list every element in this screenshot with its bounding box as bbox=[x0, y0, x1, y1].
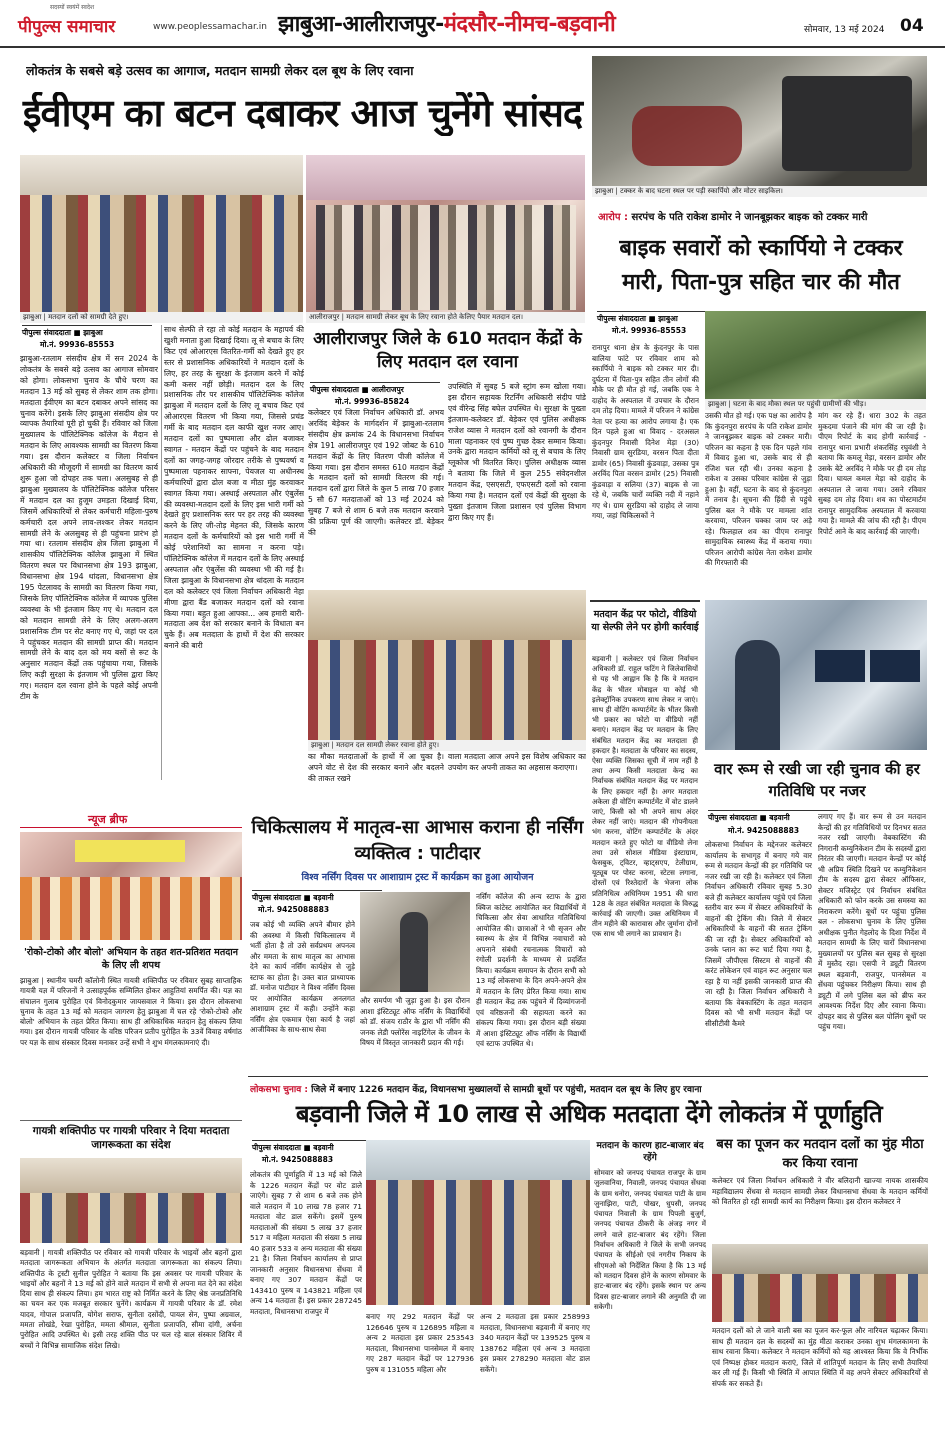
barwani-headline: बड़वानी जिले में 10 लाख से अधिक मतदाता देंगे लोकतंत्र में पूर्णाहुति bbox=[295, 1100, 883, 1128]
nursing-byline: पीपुल्स संवाददाता ■ बड़वानी bbox=[252, 890, 382, 903]
photo-monitor-2 bbox=[870, 650, 920, 682]
war-room-mobile: मो.नं. 9425088883 bbox=[728, 826, 800, 835]
photo-vehicle bbox=[782, 76, 912, 171]
lead-photo1-caption: झाबुआ | मतदान दलों को सामग्री देते हुए। bbox=[20, 312, 303, 323]
page-number: 04 bbox=[900, 16, 924, 36]
barwani-mobile: मो.नं. 9425088883 bbox=[262, 1155, 334, 1164]
photo-canopy bbox=[308, 590, 586, 640]
logo-text: पीपुल्स समाचार bbox=[18, 17, 116, 37]
photo-action-box bbox=[590, 600, 700, 1070]
barwani-byline: पीपुल्स संवाददाता ■ बड़वानी bbox=[252, 1140, 372, 1153]
accident-column-1: रानापुर थाना क्षेत्र के कुंदनपुर के पास बालिया फांटे पर रविवार शाम को स्कार्पियो ने बाइक को टक्कर मार दी। दुर्घटना में पिता-पुत्र सहित तीन लोगों की मौके पर ही मौत हो गई, जबकि एक ने दाहोद के अस्पताल में उपचार के दौरान दम तोड़ दिया। मामले में परिजन ने कांग्रेस नेता पर हत्या का आरोप लगाया है। एक दिन पहले हुआ था विवाद - दरअसल कुंदनपुर निवासी दिनेश मेड़ा (30) निवासी ग्राम सुरडिया, वरसन पिता दीता डामोर (65) निवासी कुंडवाड़ा, उसका पुत्र अरविंद पिता वरसन डामोर (25) निवासी कुंडवाड़ा व सलिया (37) बाइक से जा रहे थे, जबकि चारों व्यक्ति नदी में नहाने गए थे। ग्राम सुरडिया को दाहोद ले जाया गया, जहां चिकित्सकों ने bbox=[592, 343, 699, 520]
accident-photo-wreck bbox=[592, 56, 927, 191]
barwani-column-3: अन्य 2 मतदाता इस प्रकार 258993 मतदाता, विधानसभा बड़वानी में बनाए गए 340 मतदान केंद्रों पर 139525 पुरुष व 138762 महिला एवं अन्य 3 मतदाता इस प्रकार 278290 मतदाता वोट डाल सकेंगे। bbox=[480, 1312, 590, 1374]
lead-mobile: मो.नं. 99936-85553 bbox=[40, 340, 115, 349]
accident-byline: पीपुल्स संवाददाता ■ झाबुआ bbox=[597, 311, 727, 324]
news-brief-text: न्यूज ब्रीफ bbox=[88, 813, 128, 826]
alirajpur-headline: आलीराजपुर जिले के 610 मतदान केंद्रों के लिए मतदान दल रवाना bbox=[313, 329, 582, 372]
war-room-photo bbox=[705, 600, 927, 750]
war-room-column-2: लगाए गए हैं। वार रूम से उन मतदान केन्द्रों की हर गतिविधियों पर दिनभर सतत नजर रखी जाएगी। वेबकास्टिंग की निगरानी कम्युनिकेशन टीम के सदस्यों द्वारा निरंतर की जाएगी। मतदान केन्द्रों पर कोई भी अप्रिय स्थिति दिखने पर कम्युनिकेशन टीम के सदस्य द्वारा सेक्टर ऑफिसर, सेक्टर मजिस्ट्रेट एवं निर्वाचन संबंधित अधिकारी को फोन करके उस समस्या का निराकरण करेंगे। बूथों पर पहुंचा पुलिस बल - लोकसभा चुनाव के लिए पुलिस अधीक्षक पुनीत गेहलोद के दिशा निर्देश में मतदान सामग्री के लिए चारों विधानसभा मुख्यालयों पर पुलिस बल सुबह से सुरक्षा में मुस्तैद रहा। एसपी ने ड्यूटी वितरण स्थल बड़वानी, राजपुर, पानसेमल व सेंधवा पहुंचकर निरीक्षण किया। साथ ही ड्यूटी में लगे पुलिस बल को ब्रीफ कर आवश्यक निर्देश दिए और रवाना किया। दोपहर बाद से पुलिस बल पोलिंग बूथों पर पहुंच गया। bbox=[818, 812, 926, 1031]
nursing-column-2: और समर्पण भी जुड़ा हुआ है। इस दौरान आशा इंस्टिट्यूट ऑफ नर्सिंग के विद्यार्थियों को डॉ. संजय राठौर के द्वारा भी नर्सिंग की जनक लेडी फ्लोरेंस नाइटिंगेल के जीवन के विषय में विस्तृत जानकारी प्रदान की गई। bbox=[360, 996, 470, 1047]
accident-headline: बाइक सवारों को स्कार्पियो ने टक्कर मारी, पिता-पुत्र सहित चार की मौत bbox=[619, 236, 903, 295]
alirajpur-column-1: कलेक्टर एवं जिला निर्वाचन अधिकारी डॉ. अभय अरविंद बेड़ेकर के मार्गदर्शन में झाबुआ-रतलाम संसदीय क्षेत्र क्रमांक 24 के विधानसभा निर्वाचन क्षेत्र 191 आलीराजपुर एवं 192 जोबट के 610 मतदान केंद्रों के लिए वितरण पीजी कॉलेज में किया गया। इस दौरान समस्त 610 मतदान केंद्रों के मतदान दलों को सामग्री वितरण की गई। मतदान दलों द्वारा जिले के कुल 5 लाख 70 हजार 5 सौ 67 मतदाताओं को 13 मई 2024 को सुबह 7 बजे से शाम 6 बजे तक मतदान करवाने की प्रक्रिया पूर्ण की जाएगी। कलेक्टर डॉ. बेड़ेकर की bbox=[308, 408, 444, 537]
photo-bus bbox=[712, 1244, 928, 1274]
photo-action-body: बड़वानी | कलेक्टर एवं जिला निर्वाचन अधिकारी डॉ. राहुल फटिंग ने जिलेवासियों से यह भी आह्वान कि है कि वे मतदान केंद्र के भीतर मोबाइल या कोई भी इलेक्ट्रॉनिक उपकरण साथ लेकर न जाएं। साथ ही वोटिंग कम्पार्टमेंट के भीतर किसी भी प्रकार का फोटो या वीडियो नहीं बनाएं। मतदान केंद्र पर मतदान के लिए संबंधित मतदान केंद्र का मतदाता ही हकदार है। मतदाता के परिवार का सदस्य, ऐसा व्यक्ति जिसका सूची में नाम नहीं है तथा अन्य किसी मतदाता केन्द्र का निर्वाचक संबंधित मतदान केंद्र पर मतदान के लिए हकदार नहीं है। अगर मतदाता अकेला ही वोटिंग कम्पार्टमेंट में वोट डालने जाएं, किसी को भी अपने साथ अंदर लेकर नहीं जाएं। मतदान की गोपनीयता भंग करना, वोटिंग कम्पार्टमेंट के अंदर मतदान करते हुए फोटो या वीडियो लेना तथा उसे सोशल मीडिया इंस्टाग्राम, फेसबुक, ट्विटर, व्हाट्सएप, टेलीग्राम, यूट्यूब पर पोस्ट करना, स्टेटस लगाना, दोस्तों एवं रिश्तेदारों के भेजना लोक प्रतिनिधित्व अधिनियम 1951 की धारा 128 के तहत संबंधित मतदाता के विरुद्ध कार्रवाई की जाएगी। उक्त अधिनियम में तीन महीने की कारावास और जुर्माना दोनों एक साथ भी लगाने का प्रावधान है। bbox=[592, 654, 698, 939]
edition-title bbox=[278, 8, 615, 38]
accident-photo1-caption: झाबुआ | टक्कर के बाद घटना स्थल पर पड़ी स्कार्पियो और मोटर साइकिल। bbox=[592, 186, 927, 197]
photo-people-saffron bbox=[20, 877, 242, 940]
photo-people-row bbox=[316, 205, 576, 310]
masthead bbox=[0, 0, 945, 48]
photo-tent bbox=[306, 155, 585, 200]
accident-kicker-label: आरोप : bbox=[598, 212, 629, 223]
logo-tagline: सदस्यों स्वयंमें स्वदेश bbox=[50, 4, 95, 11]
news-brief-item1-body: झाबुआ | स्थानीय चमरी कॉलोनी स्थित गायत्री शक्तिपीठ पर रविवार सुबह साप्ताहिक गायत्री यज्ञ में परिजनों ने उत्साहपूर्वक सम्मिलित होकर आहुतियां समर्पित की। यज्ञ का संचालन गुलाब पुरोहित एवं विनोदकुमार जायसवाल ने किया। इस दौरान लोकसभा चुनाव के तहत 13 मई को मतदान जागरण हेतु झाबुआ में चल रहे 'रोको-टोको और बोलो' अभियान के तहत प्रेरित किया। साथ ही अधिकाधिक मतदान हेतु संकल्प लिया गया। इस दौरान गायत्री परिवार के वरिष्ठ परिजन प्रतीप पुरोहित के 33वें विवाह वर्षगांठ पर यज्ञ के साथ संस्कार दिवस मनाकर उन्हें सभी ने शुभ मंगलकामनाएं दी। bbox=[20, 976, 242, 1047]
market-headline: मतदान के कारण हाट-बाजार बंद रहेंगे bbox=[596, 1141, 704, 1163]
accident-photo2-caption: झाबुआ | घटना के बाद मौका स्थल पर पहुंची ग्रामीणों की भीड़। bbox=[705, 399, 926, 410]
photo-building bbox=[20, 1158, 242, 1193]
news-brief-photo2 bbox=[20, 1158, 242, 1243]
section-divider bbox=[248, 1076, 928, 1077]
edition-title-part1: झाबुआ-आलीराजपुर- bbox=[278, 12, 444, 37]
accident-kicker bbox=[598, 209, 928, 223]
edition-title-part2: मंदसौर-नीमच-बड़वानी bbox=[443, 12, 616, 37]
photo-sky bbox=[366, 1140, 590, 1180]
alirajpur-photo-caption: झाबुआ | मतदान दल सामग्री लेकर रवाना होते हुए। bbox=[308, 740, 586, 751]
barwani-column-1: लोकतंत्र की पूर्णाहुति में 13 मई को जिले के 1226 मतदान केंद्रों पर वोट डाले जाएंगे। सुबह 7 से शाम 6 बजे तक होने वाले मतदान में 10 लाख 78 हजार 71 मतदाता वोट डाल सकेंगे। इसमें पुरुष मतदाताओं की संख्या 5 लाख 37 हजार 517 व महिला मतदाता की संख्या 5 लाख 40 हजार 533 व अन्य मतदाता की संख्या 21 है। जिला निर्वाचन कार्यालय से प्राप्त जानकारी अनुसार विधानसभा सेंधवा में बनाए गए 307 मतदान केंद्रों पर 143410 पुरुष व 143821 महिला एवं अन्य 14 मतदाता हैं। इस प्रकार 287245 मतदाता, विधानसभा राजपुर में bbox=[250, 1170, 362, 1316]
website: www.peoplessamachar.in bbox=[153, 22, 267, 32]
news-brief-item1-headline: 'रोको-टोको और बोलो' अभियान के तहत शत-प्रतिशत मतदान के लिए ली शपथ bbox=[23, 947, 239, 971]
war-room-column-1: लोकसभा निर्वाचन के मद्देनजर कलेक्टर कार्यालय के सभागृह में बनाए गये वार रूम से मतदान केन्द्रों की हर गतिविधि पर नजर रखी जा रही है। कलेक्टर एवं जिला निर्वाचन अधिकारी रविवार सुबह 5.30 बजे ही कलेक्टर कार्यालय पहुंचे एवं जिला स्तरीय वार रूम में सेक्टर अधिकारियों के वाहनों की ट्रेकिंग की। जिले में सेक्टर अधिकारियों के वाहनों की सतत ट्रेकिंग की जा रही है। सेक्टर अधिकारियों को उनके प्लान का रूट चार्ट दिया गया है, जिसमें जीपीएस सिस्टम से वाहनों की करंट लोकेशन एवं वाहन रूट अनुसार चल रहा है या नहीं इसकी जानकारी प्राप्त की जा रही है। जिला निर्वाचन अधिकारी ने बताया कि वेबकास्टिंग के तहत मतदान दिवस को भी सभी मतदान केंद्रों पर सीसीटीवी कैमरे bbox=[705, 840, 812, 1028]
barwani-column-2: बनाए गए 292 मतदान केंद्रों पर 126646 पुरुष व 126895 महिला व अन्य 2 मतदाता इस प्रकार 253543 मतदाता, विधानसभा पानसेमल में बनाए गए 287 मतदान केंद्रों पर 127936 पुरुष व 131055 महिला और bbox=[366, 1312, 474, 1374]
war-room-headline: वार रूम से रखी जा रही चुनाव की हर गतिविधि पर नजर bbox=[714, 760, 920, 800]
news-brief-label bbox=[20, 812, 242, 828]
barwani-kicker bbox=[250, 1082, 928, 1095]
lead-kicker: लोकतंत्र के सबसे बड़े उत्सव का आगाज, मतदान सामग्री लेकर दल बूथ के लिए रवाना bbox=[26, 63, 414, 78]
news-brief-item2-headline: गायत्री शक्तिपीठ पर गायत्री परिवार ने दिया मतदाता जागरूकता का संदेश bbox=[32, 1125, 230, 1151]
lead-photo-jhabua bbox=[20, 155, 303, 320]
alirajpur-bottom-column-2: वाला मतदाता आज अपने इस विशेष अधिकार का उपयोग कर अपनी ताकत का अहसास कराएगा। bbox=[448, 752, 586, 772]
bus-body-1: कलेक्टर एवं जिला निर्वाचन अधिकारी ने वीर बलिदानी खाज्या नायक शासकीय महाविद्यालय सेंधवा से मतदान सामग्री लेकर विधानसभा सेंधवा के मतदान कर्मियों को वितरित हो रही सामग्री कार्य का निरीक्षण किया। इस दौरान कलेक्टर ने bbox=[712, 1176, 928, 1206]
news-brief-photo1 bbox=[20, 832, 242, 940]
alirajpur-bottom-column-1: का मौका मतदाताओं के हाथों में आ चुका है। अपने वोट से देश की सरकार बनाने और बदलने की ताकत रखने bbox=[308, 752, 444, 783]
barwani-photo bbox=[366, 1140, 590, 1305]
alirajpur-mobile: मो.नं. 99936-85824 bbox=[335, 397, 410, 406]
accident-kicker-text: सरपंच के पति राकेश डामोर ने जानबूझकर बाइक को टक्कर मारी bbox=[631, 212, 868, 223]
nursing-mobile: मो.नं. 9425088883 bbox=[258, 905, 330, 914]
nursing-headline: चिकित्सालय में मातृत्व-सा आभास कराना ही नर्सिंग व्यक्तित्व : पाटीदार bbox=[251, 817, 584, 864]
lead-photo2-caption: आलीराजपुर | मतदान सामग्री लेकर बूथ के लिए रवाना होते केलिए पैयार मतदान दल। bbox=[306, 312, 585, 323]
lead-byline: पीपुल्स संवाददाता ■ झाबुआ bbox=[22, 325, 152, 338]
bus-body-2: मतदान दलों को ले जाने वाली बस का पूजन कर-फूल और नारियल चढ़ाकर किया। साथ ही मतदान दल के सदस्यों का मुंह मीठा कराकर उनका शुभ मंगलकामना के साथ रवाना किया। कलेक्टर ने मतदान कर्मियों को यह आश्वस्त किया कि वे निर्भीक एवं निष्पक्ष होकर मतदान कराएं, जिले में शांतिपूर्ण मतदान के लिए सभी तैयारियां कर ली गई हैं। किसी भी स्थिति में आपात स्थिति में वह अपने सेक्टर अधिकारियों से संपर्क कर सकते हैं। bbox=[712, 1326, 928, 1388]
nursing-column-3: नर्सिंग कॉलेज की अन्य स्टाफ के द्वारा क्विज कांटेस्ट आयोजित कर विद्यार्थियों में चिकित्सा और सेवा आधारित गतिविधियां आयोजित की। छात्राओं ने भी सृजन और स्वास्थ्य के क्षेत्र में विभिन्न नवाचारों को अपनाने संबंधी रचनात्मक विचारों को रंगोली प्रदर्शनी के माध्यम से प्रदर्शित किया। कार्यक्रम समापन के दौरान सभी को 13 मई लोकसभा के दिन अपने-अपने क्षेत्र में मतदान के लिए प्रेरित किया गया। साथ ही मतदान केंद्र तक पहुंचने में दिव्यांगजनों एवं वरिष्ठजनों की सहायता करने का संकल्प किया गया। इस दौरान बड़ी संख्या में आशा इंस्टिट्यूट ऑफ नर्सिंग के विद्यार्थी एवं स्टाफ उपस्थित थे। bbox=[476, 892, 586, 1048]
lead-headline: ईवीएम का बटन दबाकर आज चुनेंगे सांसद bbox=[22, 92, 583, 135]
alirajpur-column-2: उपस्थिति में सुबह 5 बजे स्ट्रांग रूम खोला गया। इस दौरान सहायक रिटर्निंग अधिकारी संदीप पांडे एवं वीरेन्द्र सिंह बघेल उपस्थित थे। सुरक्षा के पुख्ता इंतजाम-कलेक्टर डॉ. बेड़ेकर एवं पुलिस अधीक्षक राजेश व्यास ने मतदान दलों को रवानगी के दौरान माला पहनाकर एवं पुष्प गुच्छ देकर सम्मान किया। उनके द्वारा मतदान कर्मियों को लू से बचाव के लिए ग्लूकोज भी वितरित किए। पुलिस अधीक्षक व्यास ने बताया कि जिले में कुल 255 संवेदनशील मतदान केंद्र, एसएसटी, एफएसटी दलों को रवाना किया गया है। मतदान दलों एवं केंद्रों की सुरक्षा के पुख्ता इंतजाम जिला प्रशासन एवं पुलिस विभाग द्वारा किए गए हैं। bbox=[448, 382, 586, 522]
war-room-byline: पीपुल्स संवाददाता ■ बड़वानी bbox=[708, 810, 838, 823]
barwani-kicker-text: जिले में बनाए 1226 मतदान केंद्र, विधानसभा मुख्यालयों से सामग्री बूथों पर पहुंची, मतदान दल बूथ के लिए हुए रवाना bbox=[311, 1085, 702, 1095]
market-body: सोमवार को जनपद पंचायत राजपुर के ग्राम जुलवानिया, निवाली, जनपद पंचायत सेंधवा के ग्राम धनोरा, जनपद पंचायत पाटी के ग्राम जुनाझिरा, पाटी, पोखर, धुपसी, जनपद पंचायत निवाली के ग्राम पिपली बुजुर्ग, जनपद पंचायत ठीकरी के अंजड़ नगर में लगने वाले हाट-बाजार बंद रहेंगे। जिला निर्वाचन अधिकारी ने जिले के सभी जनपद पंचायत के सीईओ एवं नगरीय निकाय के सीएमओ को निर्देशित किया है कि 13 मई को मतदान दिवस होने के कारण सोमवार के हाट-बाजार बंद रहेंगे। इसके स्थान पर अन्य दिवस हाट-बाजार लगाने की अनुमति दी जा सकेगी। bbox=[594, 1168, 706, 1311]
nursing-subhead: विश्व नर्सिंग दिवस पर आशाग्राम ट्रस्ट में कार्यक्रम का हुआ आयोजन bbox=[301, 872, 534, 883]
photo-bike bbox=[632, 106, 742, 166]
accident-column-3: मांग कर रहे हैं। धारा 302 के तहत मुकदमा पंजाने की मांग की जा रही है। पीएम रिपोर्ट के बाद होगी कार्रवाई - रानापुर थाना प्रभारी शंकरसिंह रघुवंशी ने बताया कि कमलू मेड़ा, वरसन डामोर और उसके बेटे अरविंद ने मौके पर ही दम तोड़ दिया। घायल कमल मेड़ा को दाहोद के अस्पताल ले जाया गया। उसने रविवार सुबह दम तोड़ दिया। शव का पोस्टमार्टम रानापुर सामुदायिक अस्पताल में करवाया गया है। मामले की जांच की रही है। पीएम रिपोर्ट आने के बाद कार्रवाई की जाएगी। bbox=[818, 411, 926, 536]
brief-divider bbox=[20, 1120, 242, 1121]
photo-speaker bbox=[400, 912, 428, 992]
barwani-kicker-label: लोकसभा चुनाव : bbox=[250, 1085, 308, 1095]
issue-date: सोमवार, 13 मई 2024 bbox=[804, 25, 885, 35]
accident-column-2: उसकी मौत हो गई। एक पक्ष का आरोप है कि कुंदनपुरा सरपंच के पति राकेश डामोर ने जानबूझकर बाइक को टक्कर मारी। परिजन का कहना है एक दिन पहले गांव में विवाद हुआ था, उसके बाद से ही रंजिश चल रही थी। उनका कहना है राकेश व उसका परिवार कांग्रेस से जुड़ा हुआ है। वहीं, घटना के बाद से कुंदनपुरा में तनाव है। सूचना की हिंदी से पहुंचे पुलिस बल ने मौके पर मामला शांत करवाया, परिजन चक्का जाम पर अड़े रहे। फिलहाल शव का पीएम रानापुर सामुदायिक स्वास्थ्य केंद्र में कराया गया। परिजन आरोपी कांग्रेस नेता राकेश डामोर की गिरफ्तारी की bbox=[705, 411, 812, 567]
nursing-photo bbox=[360, 892, 470, 992]
photo-banner bbox=[20, 155, 303, 195]
accident-photo-crowd bbox=[705, 311, 926, 407]
bus-photo bbox=[712, 1244, 928, 1322]
photo-banner-yellow bbox=[75, 840, 185, 862]
photo-person bbox=[735, 640, 780, 750]
lead-column-2: साथ सेल्फी ले रहा तो कोई मतदान के महापर्व की खुशी मनाता हुआ दिखाई दिया। लू से बचाव के लिए किट एवं ओआरएस वितरित-गर्मी को देखते हुए हर स्तर से प्रशासनिक अधिकारियों ने मतदान दलों के लिए, हर तरह के सुरक्षा के इंतजाम करने में कोई कमी कसर नहीं छोड़ी। मतदान दल के लिए प्रशासनिक तौर पर शासकीय पॉलिटेक्निक कॉलेज झाबुआ में मतदान दलों के लिए लू बचाव किट एवं ओआरएस वितरण भी किया गया, जिससे प्रचंड गर्मी के बाद मतदान दल काफी खुश नजर आए। मतदान दलों का पुष्पमाला और ढोल बजाकर स्वागत - मतदान केंद्रों पर पहुंचने के बाद मतदान दलों का जगह-जगह जोरदार तरीके से पुष्पवर्षा व पुष्पमाला पहनाकर साफ्ना, पेयजल या अधीनस्थ कर्मचारियों द्वारा ढोल बजा व मीठा मुंह करवाकर स्वागत किया गया। अस्थाई अस्पताल और एंबुलेंस की व्यवस्था-मतदान दलों के लिए इस भारी गर्मी को देखते हुए प्रशासनिक स्तर पर हर तरह की व्यवस्था करने के लिए जी-तोड़ मेहनत की, जिसके कारण मतदान दलों के कर्मचारियों को इस भारी गर्मी में कोई परेशानियों का सामना न करना पड़े। पॉलिटेक्निक कॉलेज में मतदान दलों के लिए अस्थाई अस्पताल और एंबुलेंस की व्यवस्था भी की गई है। जिला झाबुआ के विधानसभा क्षेत्र थांदला के मतदान दल को कलेक्टर एवं जिला निर्वाचन अधिकारी नेहा मीणा द्वारा बैंड बजाकर मतदान दलों को रवाना किया गया। बहुत हुआ आपका... अब हमारी बारी- मतदाता अब देश को सरकार बनाने के विधाता बन चुके हैं। अब मतदाता के हाथों में देश की सरकार बनाने की बारी bbox=[164, 325, 304, 651]
news-brief-item2-body: बड़वानी | गायत्री शक्तिपीठ पर रविवार को गायत्री परिवार के भाइयों और बहनों द्वारा मतदाता जागरूकता अभियान के अंतर्गत मतदाता जागरूकता का संकल्प लिया। शक्तिपीठ के ट्रस्टी सुनील पुरोहित ने बताया कि इस अवसर पर गायत्री परिवार के भाइयों और बहनों ने 13 मई को होने वाले मतदान में सभी से अपना मत देने का संदेश दिया साथ ही संकल्प लिया। हम भारत राष्ट्र को निर्मित करने के लिए श्रेष्ठ जनप्रतिनिधि का चयन कर एक मजबूत सरकार चुनेंगे। कार्यक्रम में गायत्री परिवार के डॉ. रमेश यादव, गोपाल प्रजापति, योगेश सराफ, सुनीता दसोंदी, पायल सेन, पुष्पा अग्रवाल, ममता लोखंडे, रेखा पुरोहित, ममता श्रीमाल, सुनीता प्रजापति, सीमा दांगी, अर्चना पुरोहित आदि उपस्थित थे। इसी तरह शक्ति पीठ पर चल रहे बाल संस्कार शिविर में बच्चों ने विभिन्न सामाजिक संदेश लिखे। bbox=[20, 1248, 242, 1350]
accident-mobile: मो.नं. 99936-85553 bbox=[612, 326, 687, 335]
photo-monitor-1 bbox=[815, 650, 865, 682]
column-divider bbox=[161, 325, 162, 780]
lead-column-1: झाबुआ-रतलाम संसदीय क्षेत्र में सन 2024 के लोकतंत्र के सबसे बड़े उत्सव का आगाज सोमवार को होगा। लोकसभा चुनाव के चौथे चरण का मतदान 13 मई को सुबह से लेकर शाम तक होगा। मतदाता ईवीएम का बटन दबाकर अपने सांसद का चुनाव करेंगे। इसके लिए झाबुआ संसदीय क्षेत्र पर व्यापक तैयारियां पूरी हो चुकी हैं। रविवार को जिला मुख्यालय के पॉलिटेक्निक कॉलेज के मैदान से मतदान के लिए आवश्यक सामग्री का वितरण किया गया। इस दौरान कलेक्टर व जिला निर्वाचन अधिकारी की मौजूदगी में सामग्री का वितरण कार्य शुरू हुआ जो दोपहर तक चला। अलसुबह से ही झाबुआ मुख्यालय के पॉलिटेक्निक कॉलेज परिसर में मतदान दल का हुजूम उमड़ता दिखाई दिया, जिसमें अधिकारियों से लेकर कर्मचारी महिला-पुरुष कर्मचारी दल अपने लाव-लश्कर लेकर मतदान सामग्री लेने के अलसुबह से ही पहुंचना प्रारंभ हो गया था। रतलाम संसदीय क्षेत्र जिला झाबुआ में शासकीय पॉलिटेक्निक कॉलेज झाबुआ में स्थित वितरण स्थल पर विधानसभा क्षेत्र 193 झाबुआ, विधानसभा क्षेत्र 194 थांदला, विधानसभा क्षेत्र 195 पेटलावद के सामग्री का वितरण किया गया, जिसके लिए पॉलिटेक्निक कॉलेज में व्यापक पुलिस व्यवस्था के भी इंतजाम किए गए थे। मतदान दल को मतदान सामग्री लेने के लिए अलग-अलग प्रशासनिक टीम पर सेट बनाए गए थे, जहां पर दल ने पहुंचकर मतदान की सामग्री प्राप्त की। मतदान सामग्री लेने के बाद दल को मय बसों से रूट के अनुसार मतदान केंद्रों तक पहुंचाया गया, जिसके लिए कड़ी सुरक्षा के इंतजाम भी पुलिस द्वारा किए गए। मतदान दल रवाना होने के पहले कोई अपनी टीम के bbox=[20, 354, 158, 702]
alirajpur-photo bbox=[308, 590, 586, 747]
bus-headline: बस का पूजन कर मतदान दलों का मुंह मीठा कर किया रवाना bbox=[716, 1137, 924, 1171]
alirajpur-byline: पीपुल्स संवाददाता ■ आलीराजपुर bbox=[310, 382, 440, 395]
market-box bbox=[594, 1140, 706, 1432]
nursing-column-1: जब कोई भी व्यक्ति अपने बीमार होने की अवस्था में किसी चिकित्सालय में भर्ती होता है तो उसे सर्वप्रथम अपनत्व और ममता के साथ मातृत्व का आभास देने का कार्य नर्सिंग कार्यक्षेत्र से जुड़े स्टाफ का होता है। उक्त बात प्राध्यापक डॉ. मनोज पाटीदार ने विश्व नर्सिंग दिवस पर आयोजित कार्यक्रम अनलगत आशाग्राम ट्रस्ट में कही। उन्होंने कहा नर्सिंग क्षेत्र एकमात्र ऐसा कार्य है जहां आजीविका के साथ-साथ सेवा bbox=[250, 920, 355, 1034]
photo-action-headline: मतदान केंद्र पर फोटो, वीडियो या सेल्फी लेने पर होगी कार्रवाई bbox=[591, 609, 699, 633]
masthead-logo bbox=[18, 14, 148, 40]
lead-photo-alirajpur bbox=[306, 155, 585, 320]
